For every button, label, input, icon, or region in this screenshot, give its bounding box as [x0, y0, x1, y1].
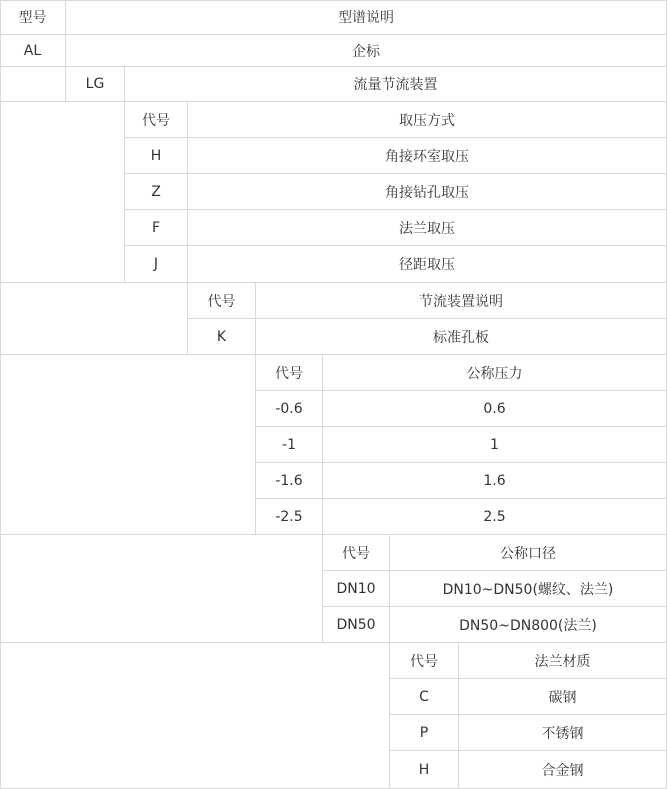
table-row-code: DN10	[323, 571, 390, 607]
table-row-desc: DN50~DN800(法兰)	[390, 607, 667, 643]
table-row-desc: 1	[323, 427, 667, 463]
table-row-code: -1	[256, 427, 323, 463]
table-row-desc: 0.6	[323, 391, 667, 427]
table-row-code: P	[390, 715, 459, 751]
brand-desc-cell: 企标	[66, 35, 667, 67]
pressure-header-desc: 公称压力	[323, 355, 667, 391]
table-row-desc: 合金钢	[459, 751, 667, 789]
table-row-desc: 法兰取压	[188, 210, 667, 246]
tap-method-header-desc: 取压方式	[188, 102, 667, 138]
pressure-blank-cell	[0, 355, 256, 535]
diameter-header-desc: 公称口径	[390, 535, 667, 571]
table-row-code: K	[188, 319, 256, 355]
table-row-code: -1.6	[256, 463, 323, 499]
model-header-cell: 型号	[0, 0, 66, 35]
material-blank-cell	[0, 643, 390, 789]
device-desc-cell: 流量节流装置	[125, 67, 667, 102]
table-row-code: -0.6	[256, 391, 323, 427]
throttle-blank-cell	[0, 283, 188, 355]
brand-code-cell: AL	[0, 35, 66, 67]
table-row-desc: DN10~DN50(螺纹、法兰)	[390, 571, 667, 607]
table-row-desc: 角接钻孔取压	[188, 174, 667, 210]
table-row-desc: 1.6	[323, 463, 667, 499]
tap-method-blank-cell	[0, 102, 125, 283]
tap-method-header-code: 代号	[125, 102, 188, 138]
table-row-desc: 碳钢	[459, 679, 667, 715]
throttle-header-code: 代号	[188, 283, 256, 319]
material-header-code: 代号	[390, 643, 459, 679]
table-row-desc: 径距取压	[188, 246, 667, 283]
table-row-desc: 2.5	[323, 499, 667, 535]
material-header-desc: 法兰材质	[459, 643, 667, 679]
table-row-code: DN50	[323, 607, 390, 643]
table-row-code: Z	[125, 174, 188, 210]
table-row-code: H	[125, 138, 188, 174]
diameter-blank-cell	[0, 535, 323, 643]
table-row-code: J	[125, 246, 188, 283]
table-row-code: F	[125, 210, 188, 246]
table-row-code: H	[390, 751, 459, 789]
table-row-code: C	[390, 679, 459, 715]
table-row-desc: 不锈钢	[459, 715, 667, 751]
spec-header-cell: 型谱说明	[66, 0, 667, 35]
diameter-header-code: 代号	[323, 535, 390, 571]
pressure-header-code: 代号	[256, 355, 323, 391]
device-blank-cell	[0, 67, 66, 102]
table-row-desc: 标准孔板	[256, 319, 667, 355]
table-row-desc: 角接环室取压	[188, 138, 667, 174]
table-row-code: -2.5	[256, 499, 323, 535]
throttle-header-desc: 节流装置说明	[256, 283, 667, 319]
device-code-cell: LG	[66, 67, 125, 102]
